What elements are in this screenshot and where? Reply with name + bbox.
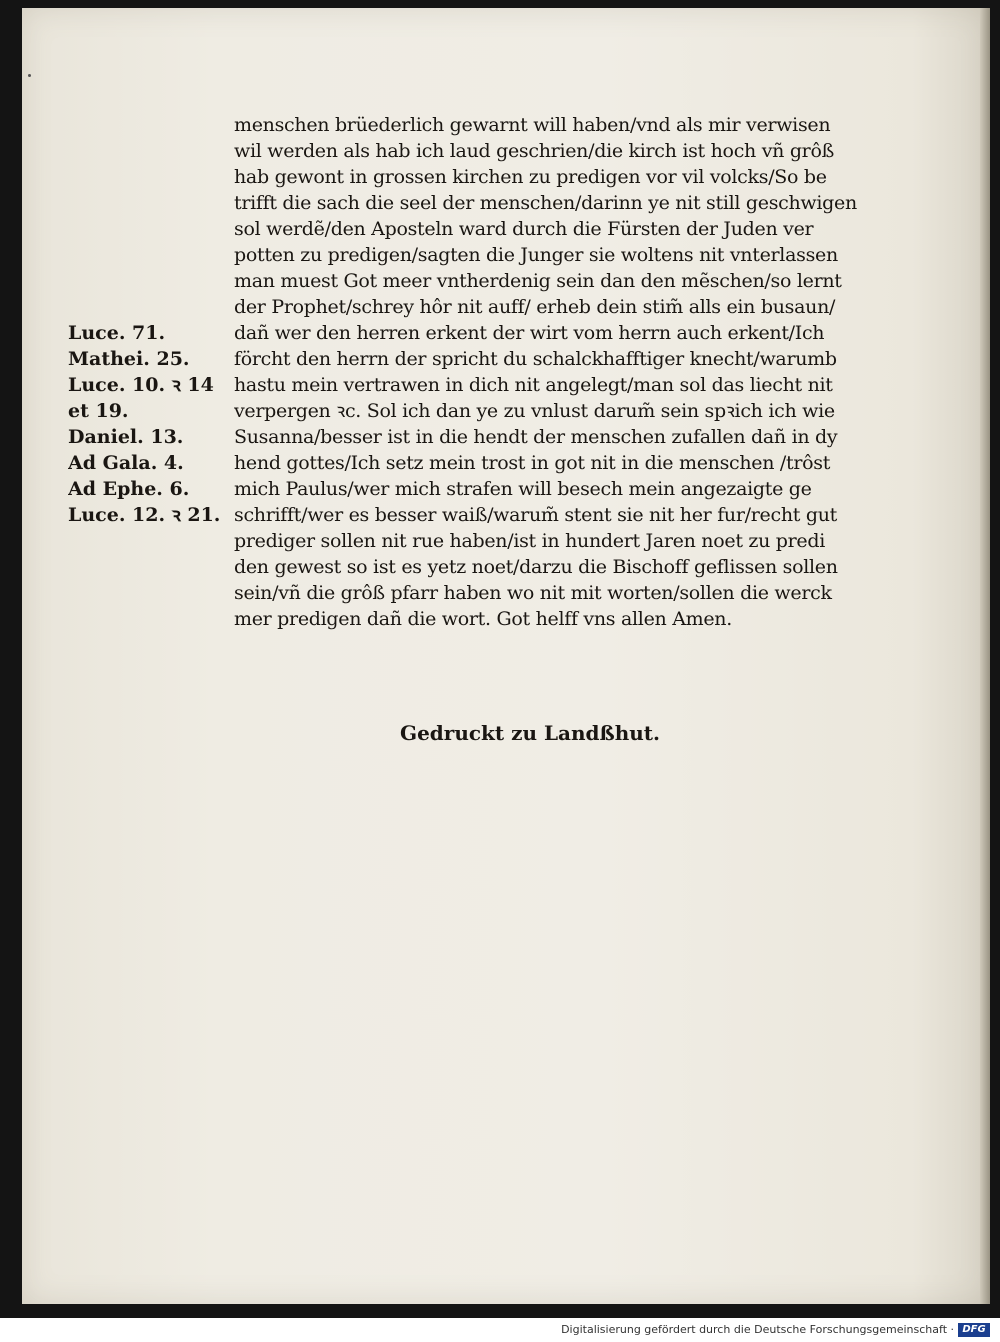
text-line: hend gottes/Ich setz mein trost in got nit in die menschen /trôst — [234, 452, 831, 474]
text-line: trifft die sach die seel der menschen/darinn ye nit still geschwigen — [234, 192, 857, 214]
text-line: wil werden als hab ich laud geschrien/die kirch ist hoch vñ grôß — [234, 140, 834, 162]
text-line: hab gewont in grossen kirchen zu predigen vor vil volcks/So be — [234, 166, 827, 188]
text-line: den gewest so ist es yetz noet/darzu die Bischoff geflissen sollen — [234, 556, 838, 578]
text-line: mich Paulus/wer mich strafen will besech mein angezaigte ge — [234, 478, 812, 500]
margin-reference: Luce. 10. ꝛ 14 — [68, 374, 214, 396]
text-line: dañ wer den herren erkent der wirt vom herrn auch erkent/Ich — [234, 322, 825, 344]
margin-reference: Daniel. 13. — [68, 426, 184, 448]
colophon: Gedruckt zu Landßhut. — [400, 721, 660, 745]
text-line: menschen brüederlich gewarnt will haben/vnd als mir verwisen — [234, 114, 831, 136]
margin-reference: Ad Ephe. 6. — [68, 478, 190, 500]
dfg-logo-icon: DFG — [958, 1323, 990, 1337]
text-line: mer predigen dañ die wort. Got helff vns allen Amen. — [234, 608, 732, 630]
text-line: potten zu predigen/sagten die Junger sie woltens nit vnterlassen — [234, 244, 838, 266]
text-line: hastu mein vertrawen in dich nit angelegt/man sol das liecht nit — [234, 374, 833, 396]
text-line: man muest Got meer vntherdenig sein dan den mẽschen/so lernt — [234, 270, 842, 292]
margin-reference: Mathei. 25. — [68, 348, 190, 370]
text-line: Susanna/besser ist in die hendt der menschen zufallen dañ in dy — [234, 426, 838, 448]
funding-credit: Digitalisierung gefördert durch die Deutsche Forschungsgemeinschaft · — [561, 1323, 954, 1336]
paper-mark — [28, 74, 31, 77]
margin-reference: Luce. 71. — [68, 322, 166, 344]
margin-reference: Ad Gala. 4. — [68, 452, 184, 474]
page-edge — [980, 8, 990, 1304]
margin-reference: et 19. — [68, 400, 129, 422]
text-line: schrifft/wer es besser waiß/warum̃ stent sie nit her fur/recht gut — [234, 504, 837, 526]
text-line: prediger sollen nit rue haben/ist in hundert Jaren noet zu predi — [234, 530, 826, 552]
text-line: förcht den herrn der spricht du schalckhafftiger knecht/warumb — [234, 348, 837, 370]
margin-reference: Luce. 12. ꝛ 21. — [68, 504, 221, 526]
text-line: sol werdẽ/den Aposteln ward durch die Fürsten der Juden ver — [234, 218, 814, 240]
text-line: sein/vñ die grôß pfarr haben wo nit mit worten/sollen die werck — [234, 582, 832, 604]
text-line: verpergen ꝛc. Sol ich dan ye zu vnlust darum̃ sein spꝛich ich wie — [234, 400, 835, 422]
text-line: der Prophet/schrey hôr nit auff/ erheb dein stim̃ alls ein busaun/ — [234, 296, 836, 318]
